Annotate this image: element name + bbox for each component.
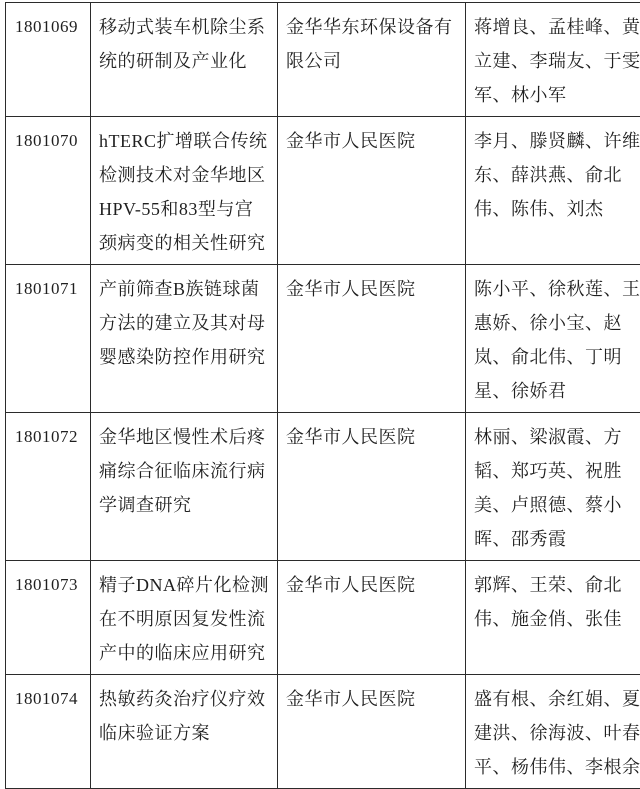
table-row [6, 675, 640, 789]
project-title-cell: hTERC扩增联合传统检测技术对金华地区HPV-55和83型与宫颈病变的相关性研究 [91, 117, 278, 265]
project-id-cell: 1801070 [6, 117, 91, 265]
table-row [6, 561, 640, 675]
project-title-cell: 精子DNA碎片化检测在不明原因复发性流产中的临床应用研究 [91, 561, 278, 675]
project-title-cell: 金华地区慢性术后疼痛综合征临床流行病学调查研究 [91, 413, 278, 561]
members-cell: 陈小平、徐秋莲、王惠娇、徐小宝、赵岚、俞北伟、丁明星、徐娇君 [466, 265, 640, 413]
table-row [6, 3, 640, 117]
organization-cell: 金华华东环保设备有限公司 [278, 3, 466, 117]
organization-cell: 金华市人民医院 [278, 117, 466, 265]
organization-cell: 金华市人民医院 [278, 561, 466, 675]
project-id-cell: 1801069 [6, 3, 91, 117]
projects-table [5, 2, 640, 789]
table-row [6, 265, 640, 413]
organization-cell: 金华市人民医院 [278, 265, 466, 413]
organization-cell: 金华市人民医院 [278, 413, 466, 561]
project-title-cell: 产前筛查B族链球菌方法的建立及其对母婴感染防控作用研究 [91, 265, 278, 413]
members-cell: 林丽、梁淑霞、方韬、郑巧英、祝胜美、卢照德、蔡小晖、邵秀霞 [466, 413, 640, 561]
project-id-cell: 1801072 [6, 413, 91, 561]
project-title-cell: 热敏药灸治疗仪疗效临床验证方案 [91, 675, 278, 789]
table-row [6, 117, 640, 265]
project-id-cell: 1801071 [6, 265, 91, 413]
project-title-cell: 移动式装车机除尘系统的研制及产业化 [91, 3, 278, 117]
project-id-cell: 1801074 [6, 675, 91, 789]
members-cell: 蒋增良、孟桂峰、黄立建、李瑞友、于雯军、林小军 [466, 3, 640, 117]
organization-cell: 金华市人民医院 [278, 675, 466, 789]
members-cell: 盛有根、余红娟、夏建洪、徐海波、叶春平、杨伟伟、李根余 [466, 675, 640, 789]
members-cell: 郭辉、王荣、俞北伟、施金俏、张佳 [466, 561, 640, 675]
members-cell: 李月、滕贤麟、许维东、薛洪燕、俞北伟、陈伟、刘杰 [466, 117, 640, 265]
project-id-cell: 1801073 [6, 561, 91, 675]
table-row [6, 413, 640, 561]
